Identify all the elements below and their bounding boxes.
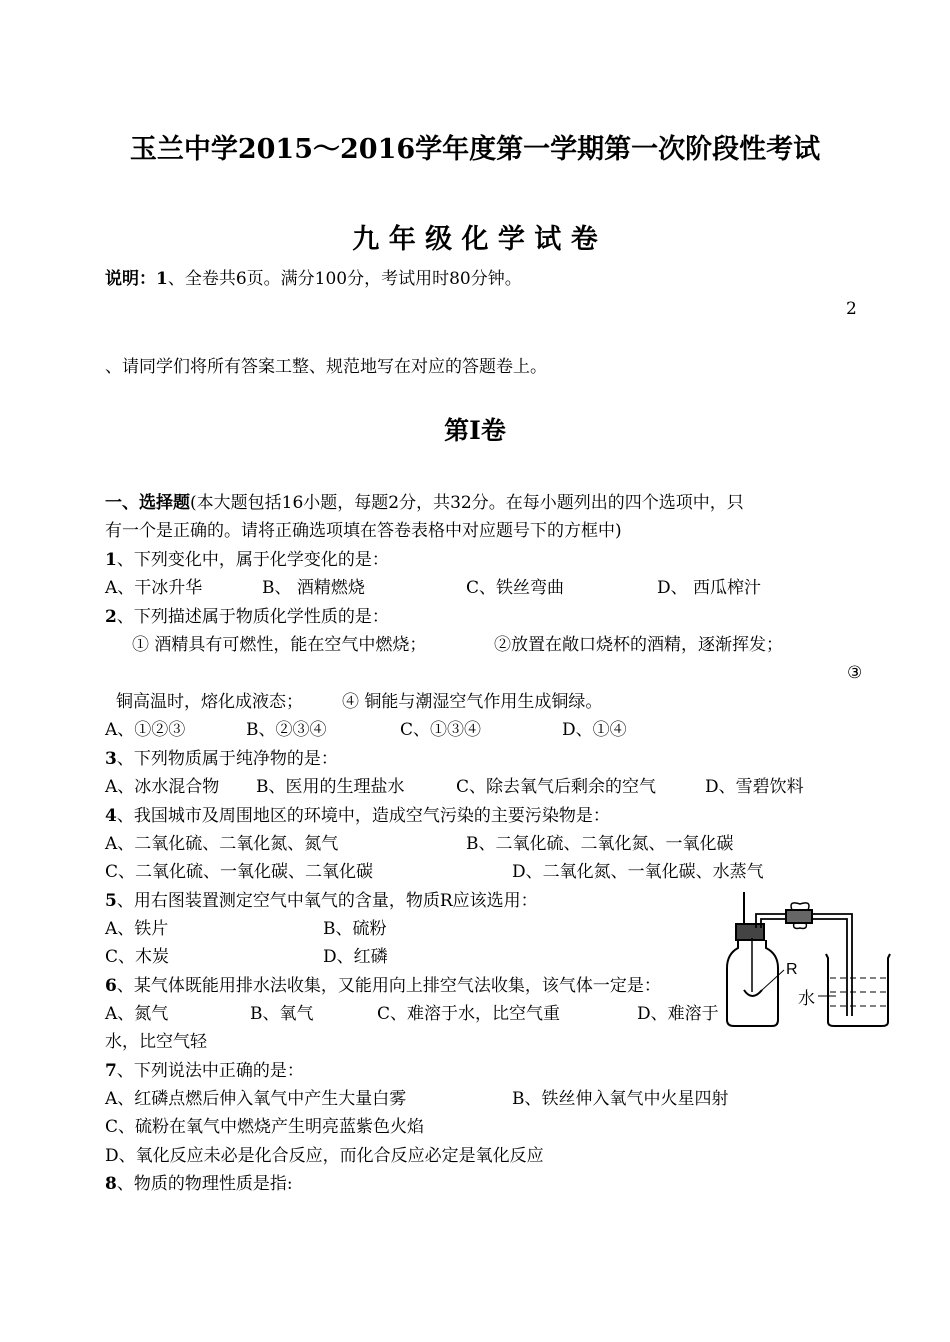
- q2-option-b: B、②③④: [246, 720, 327, 740]
- section-title: 第Ⅰ卷: [444, 416, 506, 445]
- q2-option-d: D、①④: [562, 720, 627, 740]
- question-2-number: 2: [105, 607, 117, 627]
- oxygen-measurement-apparatus-figure: [722, 888, 894, 1030]
- question-8-stem: [105, 1173, 293, 1195]
- instructions-label: 说明：: [105, 269, 156, 289]
- q6-option-d-continued: 水，比空气轻: [105, 1032, 207, 1052]
- question-6-text: 、某气体既能用排水法收集，又能用向上排空气法收集，该气体一定是：: [116, 976, 661, 996]
- q2-statement-3: 铜高温时，熔化成液态；: [116, 692, 303, 712]
- exam-subtitle: 九 年 级 化 学 试 卷: [352, 224, 598, 255]
- q2-statement-4: ④ 铜能与潮湿空气作用生成铜绿。: [342, 692, 603, 712]
- question-7-number: 7: [105, 1061, 117, 1081]
- question-4-number: 4: [105, 806, 117, 826]
- part1-desc-1: (本大题包括16小题，每题2分，共32分。在每小题列出的四个选项中，只: [190, 493, 744, 513]
- q2-option-a: A、①②③: [105, 720, 186, 740]
- note-1-number: 1: [156, 269, 168, 289]
- q2-option-c: C、①③④: [400, 720, 482, 740]
- note-2-text: 、请同学们将所有答案工整、规范地写在对应的答题卷上。: [105, 357, 547, 377]
- q6-option-c: C、难溶于水，比空气重: [377, 1004, 561, 1024]
- part1-desc-2: 有一个是正确的。请将正确选项填在答卷表格中对应题号下的方框中): [105, 521, 622, 541]
- question-3-number: 3: [105, 749, 117, 769]
- figure-label-r: R: [786, 961, 798, 978]
- question-8-number: 8: [105, 1174, 117, 1194]
- question-2-stem: [105, 606, 389, 628]
- q4-option-c: C、二氧化硫、一氧化碳、二氧化碳: [105, 862, 374, 882]
- question-7-stem: [105, 1060, 304, 1082]
- question-6-number: 6: [105, 976, 117, 996]
- instructions-line-1: [105, 268, 522, 290]
- q5-option-b: B、硫粉: [323, 919, 387, 939]
- q3-option-a: A、冰水混合物: [105, 777, 220, 797]
- q4-option-a: A、二氧化硫、二氧化氮、氮气: [105, 834, 339, 854]
- q2-statement-3-marker: ③: [847, 663, 863, 683]
- question-5-number: 5: [105, 891, 117, 911]
- figure-label-water: 水: [798, 989, 815, 1009]
- q3-option-d: D、雪碧饮料: [705, 777, 804, 797]
- question-1-stem: [105, 549, 389, 571]
- question-3-text: 、下列物质属于纯净物的是：: [116, 749, 338, 769]
- q5-option-a: A、铁片: [105, 919, 169, 939]
- note-2-number: 2: [846, 299, 857, 319]
- q5-option-c: C、木炭: [105, 947, 170, 967]
- q3-option-b: B、医用的生理盐水: [256, 777, 405, 797]
- q1-option-c: C、铁丝弯曲: [466, 578, 565, 598]
- question-1-text: 、下列变化中，属于化学变化的是：: [116, 550, 389, 570]
- q6-option-a: A、氮气: [105, 1004, 169, 1024]
- q6-option-b: B、氧气: [250, 1004, 314, 1024]
- q5-option-d: D、红磷: [323, 947, 388, 967]
- question-7-text: 、下列说法中正确的是：: [116, 1061, 304, 1081]
- question-1-number: 1: [105, 550, 117, 570]
- q1-option-d: D、 西瓜榨汁: [657, 578, 762, 598]
- q2-statement-1: ① 酒精具有可燃性，能在空气中燃烧；: [132, 635, 427, 655]
- q3-option-c: C、除去氧气后剩余的空气: [456, 777, 657, 797]
- q7-option-b: B、铁丝伸入氧气中火星四射: [512, 1089, 729, 1109]
- q6-option-d: D、难溶于: [637, 1004, 719, 1024]
- note-1-text: 、全卷共6页。满分100分，考试用时80分钟。: [167, 269, 522, 289]
- question-2-text: 、下列描述属于物质化学性质的是：: [116, 607, 389, 627]
- q4-option-b: B、二氧化硫、二氧化氮、一氧化碳: [466, 834, 734, 854]
- q2-statement-2: ②放置在敞口烧杯的酒精，逐渐挥发；: [494, 635, 783, 655]
- question-6-stem: [105, 975, 661, 997]
- question-3-stem: [105, 748, 338, 770]
- q4-option-d: D、二氧化氮、一氧化碳、水蒸气: [512, 862, 764, 882]
- part1-intro-line-1: [105, 492, 744, 514]
- q7-option-c: C、硫粉在氧气中燃烧产生明亮蓝紫色火焰: [105, 1117, 425, 1137]
- exam-title: 玉兰中学2015～2016学年度第一学期第一次阶段性考试: [129, 134, 821, 165]
- q1-option-a: A、干冰升华: [105, 578, 203, 598]
- part1-label: 一、选择题: [105, 493, 190, 513]
- question-4-stem: [105, 805, 610, 827]
- q7-option-a: A、红磷点燃后伸入氧气中产生大量白雾: [105, 1089, 407, 1109]
- question-4-text: 、我国城市及周围地区的环境中，造成空气污染的主要污染物是：: [116, 806, 610, 826]
- q7-option-d: D、氧化反应未必是化合反应，而化合反应必定是氧化反应: [105, 1146, 544, 1166]
- q1-option-b: B、 酒精燃烧: [262, 578, 365, 598]
- question-5-text: 、用右图装置测定空气中氧气的含量，物质R应该选用：: [116, 891, 538, 911]
- question-5-stem: [105, 890, 538, 912]
- question-8-text: 、物质的物理性质是指:: [116, 1174, 293, 1194]
